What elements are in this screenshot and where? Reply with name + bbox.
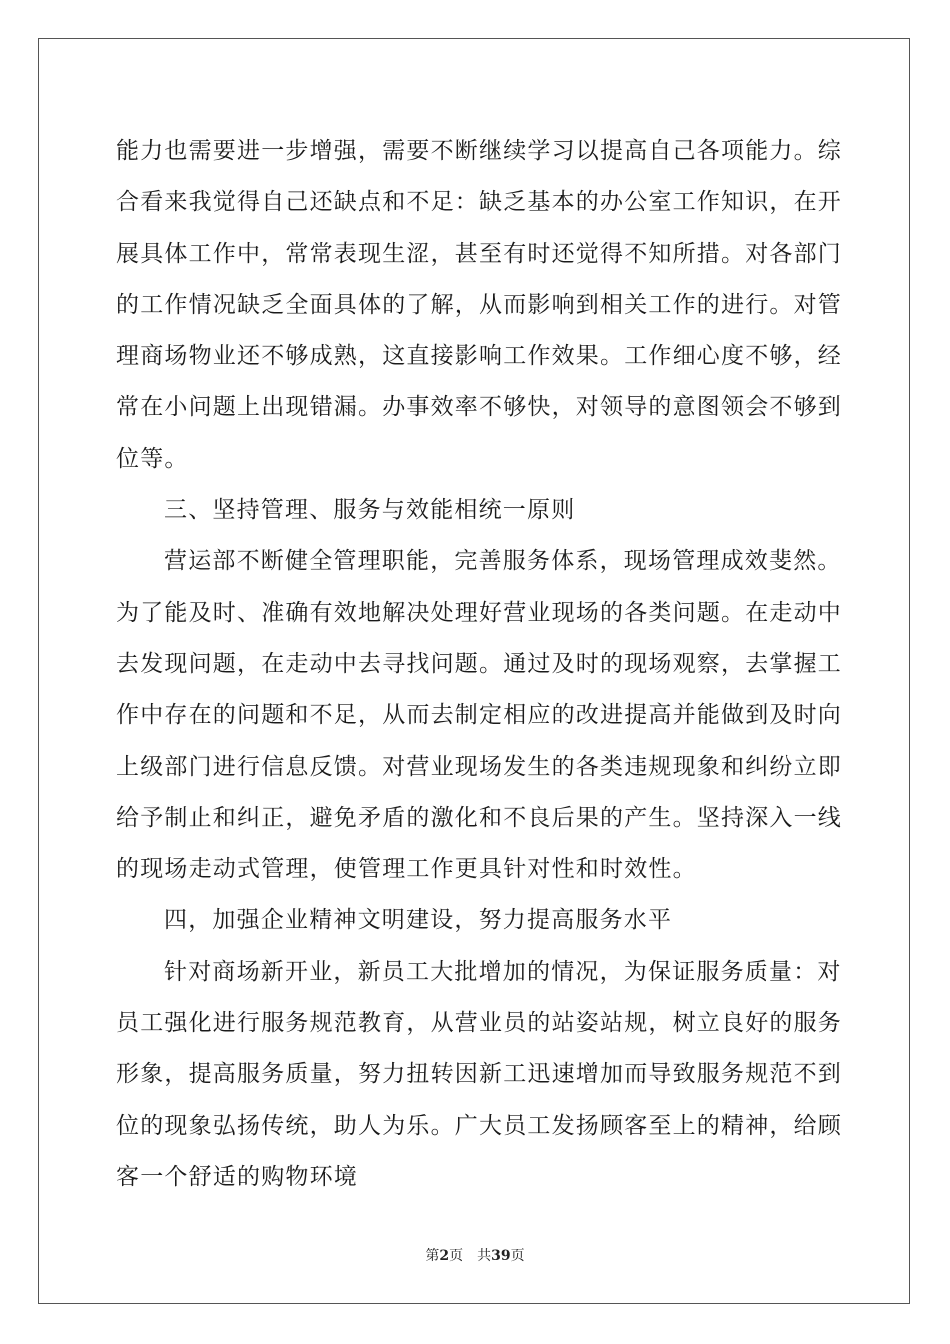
text-line: 的工作情况缺乏全面具体的了解，从而影响到相关工作的进行。对管 [116, 291, 842, 318]
text-line: 为了能及时、准确有效地解决处理好营业现场的各类问题。在走动中 [116, 599, 842, 626]
page-prefix: 第 [425, 1248, 440, 1264]
text-line: 展具体工作中，常常表现生涩，甚至有时还觉得不知所措。对各部门 [116, 240, 842, 267]
text-line: 上级部门进行信息反馈。对营业现场发生的各类违规现象和纠纷立即 [116, 753, 842, 780]
text-line: 的现场走动式管理，使管理工作更具针对性和时效性。 [116, 856, 697, 883]
text-line: 合看来我觉得自己还缺点和不足：缺乏基本的办公室工作知识，在开 [116, 189, 842, 216]
text-line: 位的现象弘扬传统，助人为乐。广大员工发扬顾客至上的精神，给顾 [116, 1112, 842, 1139]
text-line: 作中存在的问题和不足，从而去制定相应的改进提高并能做到及时向 [116, 702, 842, 729]
text-line: 常在小问题上出现错漏。办事效率不够快，对领导的意图领会不够到 [116, 394, 842, 421]
page-suffix: 页 [510, 1248, 525, 1264]
page-total: 39 [491, 1248, 511, 1264]
text-line: 员工强化进行服务规范教育，从营业员的站姿站规，树立良好的服务 [116, 1010, 842, 1037]
text-line: 形象，提高服务质量，努力扭转因新工迅速增加而导致服务规范不到 [116, 1061, 842, 1088]
text-line: 去发现问题，在走动中去寻找问题。通过及时的现场观察，去掌握工 [116, 650, 842, 677]
text-line: 针对商场新开业，新员工大批增加的情况，为保证服务质量：对 [164, 958, 842, 985]
text-line: 给予制止和纠正，避免矛盾的激化和不良后果的产生。坚持深入一线 [116, 804, 842, 831]
text-line: 营运部不断健全管理职能，完善服务体系，现场管理成效斐然。 [164, 548, 842, 575]
page-current: 2 [439, 1248, 450, 1264]
section-heading: 三、坚持管理、服务与效能相统一原则 [164, 497, 576, 524]
text-line: 理商场物业还不够成熟，这直接影响工作效果。工作细心度不够，经 [116, 343, 842, 370]
document-body [116, 126, 842, 1203]
text-line: 客一个舒适的购物环境 [116, 1163, 358, 1190]
page-mid: 页 共 [449, 1248, 492, 1264]
section-heading: 四，加强企业精神文明建设，努力提高服务水平 [164, 907, 673, 934]
text-line: 能力也需要进一步增强，需要不断继续学习以提高自己各项能力。综 [116, 138, 842, 164]
page-footer [0, 1245, 950, 1265]
text-line: 位等。 [116, 445, 189, 472]
